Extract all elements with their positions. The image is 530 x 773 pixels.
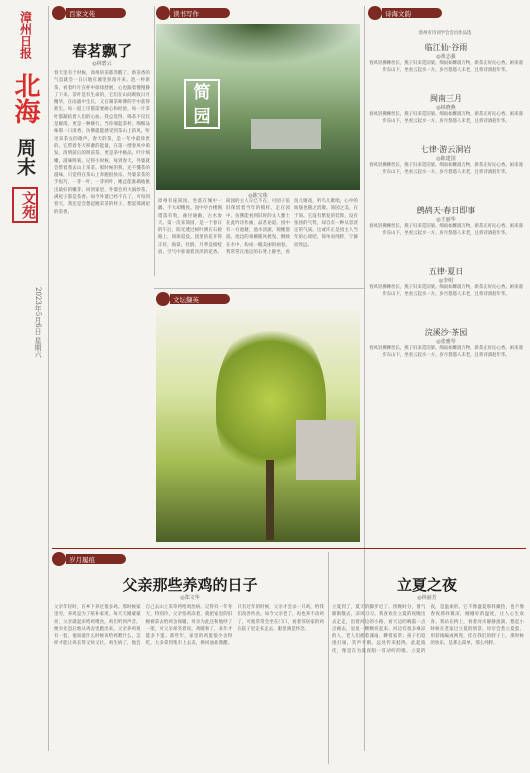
photo-title: 简 园 (184, 79, 220, 129)
bottom-divider (52, 548, 526, 549)
poem-title: 闽南三月 (430, 94, 462, 103)
poem-body: 春风轻拂柳丝长，燕子归来觅旧梁。细雨如酥润万物，新茶正好沁心香。闲来漫步东山下，坐看云起水一方。岁月悠悠人未老，且将诗酒趁年华。 (369, 61, 523, 73)
poems-header: 漳州市诗词学会会员作品选 (418, 31, 472, 36)
poem-item (368, 42, 524, 90)
poem-title: 临江仙·谷雨 (424, 43, 468, 52)
section-tag (156, 292, 246, 306)
tag-dot-icon (156, 6, 170, 20)
poem-author: ◎李明 (438, 278, 454, 284)
poem-body: 春风轻拂柳丝长，燕子归来觅旧梁。细雨如酥润万物，新茶正好沁心香。闲来漫步东山下，坐看云起水一方。岁月悠悠人未老，且将诗酒趁年华。 (369, 163, 523, 175)
article-title: 春茗飘了 (71, 42, 132, 60)
building-shape (251, 119, 321, 149)
article-body: 立夏到了，夏天的脚步近了。傍晚时分，暑气渐渐散去，凉风习习。我喜欢在立夏的夜晚出去走走，沿着河边的小路，看天边的晚霞一点点褪去，星星一颗颗亮起来。河边有很多乘凉的人，老人们摇着蒲扇，聊着家常；孩子们追逐打闹，笑声不断。远处传来蛙鸣，此起彼伏，像是在为夏夜唱一首动听的歌。立夏的夜，是温柔的。它不像盛夏那样燥热，也不像春夜那样微凉，刚刚好的温度，让人心生欢喜。我站在桥上，看着河水静静流淌，想起小时候在老家过立夏的情景。母亲会煮立夏蛋，用彩线编成网兜，挂在我们的脖子上。那时候的快乐，是那么简单，那么纯粹。 (332, 605, 524, 654)
section-tag-label: 百家文苑 (66, 8, 126, 18)
tag-dot-icon (52, 552, 66, 566)
poem-author: ◎陈建国 (436, 156, 456, 162)
divider (328, 552, 329, 764)
article-author: ◎陈宝珠 (248, 193, 268, 199)
poem-body: 春风轻拂柳丝长，燕子归来觅旧梁。细雨如酥润万物，新茶正好沁心香。闲来漫步东山下，坐看云起水一方。岁月悠悠人未老，且将诗酒趁年华。 (369, 112, 523, 124)
poem-item (368, 93, 524, 141)
poem-body: 春风轻拂柳丝长，燕子归来觅旧梁。细雨如酥润万物，新茶正好沁心香。闲来漫步东山下，坐看云起水一方。岁月悠悠人未老，且将诗酒趁年华。 (369, 346, 523, 358)
section-tag (368, 6, 458, 20)
poem-item (368, 144, 524, 202)
section-tag-label: 文坛撷英 (170, 294, 230, 304)
poem-title: 浣溪沙·茶园 (424, 328, 468, 337)
article-title: 父亲那些养鸡的日子 (122, 576, 258, 594)
section-tag-label: 岁月履痕 (66, 554, 126, 564)
divider (154, 6, 155, 276)
poem-item (368, 205, 524, 263)
poem-item (368, 266, 524, 324)
tree-trunk (266, 460, 274, 540)
article-body: 父亲年轻时，在乡下养过很多鸡。那时候家里穷，养鸡是为了贴补家用。每天天刚蒙蒙亮，父亲就起床给鸡喂食，鸡们听到声音，便争先恐后地从鸡舍里跑出来。父亲养鸡很有一套，他知道什么时候该给鸡喂什么，怎样才能让鸡长得又快又壮。鸡生病了，他会自己去山上采草药给鸡治病。记得有一年冬天，特别冷，父亲怕鸡冻着，就把家里的旧棉被拿去给鸡舍保暖。母亲为此还和他吵了一架，可父亲却笑着说，鸡暖和了，来年才能多下蛋。那些年，家里的鸡蛋很少舍得吃，大多拿到集市上去卖，换回油盐酱醋。只有过年的时候，父亲才会杀一只鸡，给我们改善伙食。如今父亲老了，再也养不动鸡了，可他常常会坐在门口，看着邻居家的鸡在院子里走来走去，眼里满是怀念。 (54, 605, 324, 647)
article-title: 立夏之夜 (396, 576, 457, 594)
garden-photo (156, 24, 360, 190)
poem-body: 春风轻拂柳丝长，燕子归来觅旧梁。细雨如酥润万物，新茶正好沁心香。闲来漫步东山下，坐看云起水一方。岁月悠悠人未老，且将诗酒趁年华。 (369, 224, 523, 236)
article-body: 漳州有座简园，坐落在城中一隅，不大却精致。园中亭台楼阁错落有致，曲径通幽，古木参天。第一次来简园，是一个春日的午后，阳光透过树叶洒在石板路上，斑斑驳驳。园里的花开得正好，海棠、杜鹃、月季竞相绽放，空气中弥漫着淡淡的花香。简园的主人早已不在，可园子依旧保留着当年的模样。走在园中，仿佛能看到旧时的文人雅士在此吟诗作画，品茗论道。园中有一方池塘，池水清澈，锦鲤悠游。池边的垂柳随风摇曳，倒映在水中，构成一幅美丽的画卷。我常常在池边的石凳上静坐，看鱼儿嬉戏，听鸟儿歌唱，心中的烦恼也随之消散。简园之美，在于简。它没有繁复的装饰，没有张扬的气势，却自有一种从容淡定的气质。这或许正是园主人当年的心境吧，简单而纯粹，宁静而致远。 (158, 199, 358, 256)
tag-dot-icon (368, 6, 382, 20)
masthead-section-name: 北海 (10, 72, 40, 124)
poem-author: ◎林晓燕 (436, 105, 456, 111)
section-tag (156, 6, 246, 20)
poem-title: 五律·夏日 (428, 267, 464, 276)
poem-list (368, 42, 524, 418)
poem-body: 春风轻拂柳丝长，燕子归来觅旧梁。细雨如酥润万物，新茶正好沁心香。闲来漫步东山下，坐看云起水一方。岁月悠悠人未老，且将诗酒趁年华。 (369, 285, 523, 297)
building-shape (296, 420, 356, 480)
poem-title: 七律·游云洞岩 (420, 145, 472, 154)
tag-dot-icon (156, 292, 170, 306)
masthead-date: 2023年5月6日 星期六 (34, 286, 42, 358)
tree-canopy (156, 24, 360, 64)
poem-author: ◎张雅琴 (436, 339, 456, 345)
article-body: 春天里有个时候，漳州的茶都苏醒了，新茶香的气息就会一日日地在城里弥漫开来。泡一杯新茶，看着叶片在杯中徐徐舒展，心也跟着慢慢静了下来。茶叶是有生命的，它们在山间吸收日月精华，在雨露中生长，又在制茶师傅的手中获得新生。每一道工序都需要耐心和经验，每一片茶叶都凝结着人们的心血。我总觉得，喝茶不仅仅是解渴，更是一种修行。当你端起茶杯，细细品味那一口清香，仿佛就能感受到茶山上的风，听见采茶女的歌声。春天的茶，是一年中最珍贵的。它带着冬天积蓄的能量，在第一缕春风中萌发。清明前后的明前茶，更是茶中极品，叶片细嫩，滋味鲜爽。记得小时候，每到春天，外婆就会带着我去山上采茶。那时候的我，还不懂茶的滋味，只觉得在茶山上奔跑很快乐。外婆采茶的手很巧，一芽一叶，一芽两叶，她总能准确地挑出最好的嫩芽。回到家里，外婆会用大锅炒茶，满屋子都是茶香。如今外婆已经不在了，可每到春天，我还是会想起她采茶的样子，想起那满屋的茶香。 (54, 71, 150, 215)
section-tag-label: 读书写作 (170, 8, 230, 18)
masthead (6, 6, 44, 256)
section-tag (52, 552, 142, 566)
masthead-weekend: 周末 (14, 138, 36, 176)
masthead-paper-name: 漳州日报 (18, 11, 33, 59)
section-tag-label: 诗海文韵 (382, 8, 442, 18)
article-author: ◎林丽芳 (417, 595, 437, 601)
poem-title: 鹧鸪天·春日即事 (416, 206, 476, 215)
poem-item (368, 327, 524, 415)
divider (154, 288, 364, 289)
poem-author: ◎王丽华 (436, 217, 456, 223)
tree-photo (156, 310, 360, 542)
divider (48, 6, 49, 751)
article-author: ◎郑文华 (180, 595, 200, 601)
article-author: ◎林碧云 (92, 61, 112, 67)
poem-author: ◎黄志强 (436, 54, 456, 60)
tag-dot-icon (52, 6, 66, 20)
masthead-section-box: 文苑 (12, 187, 38, 223)
section-tag (52, 6, 142, 20)
